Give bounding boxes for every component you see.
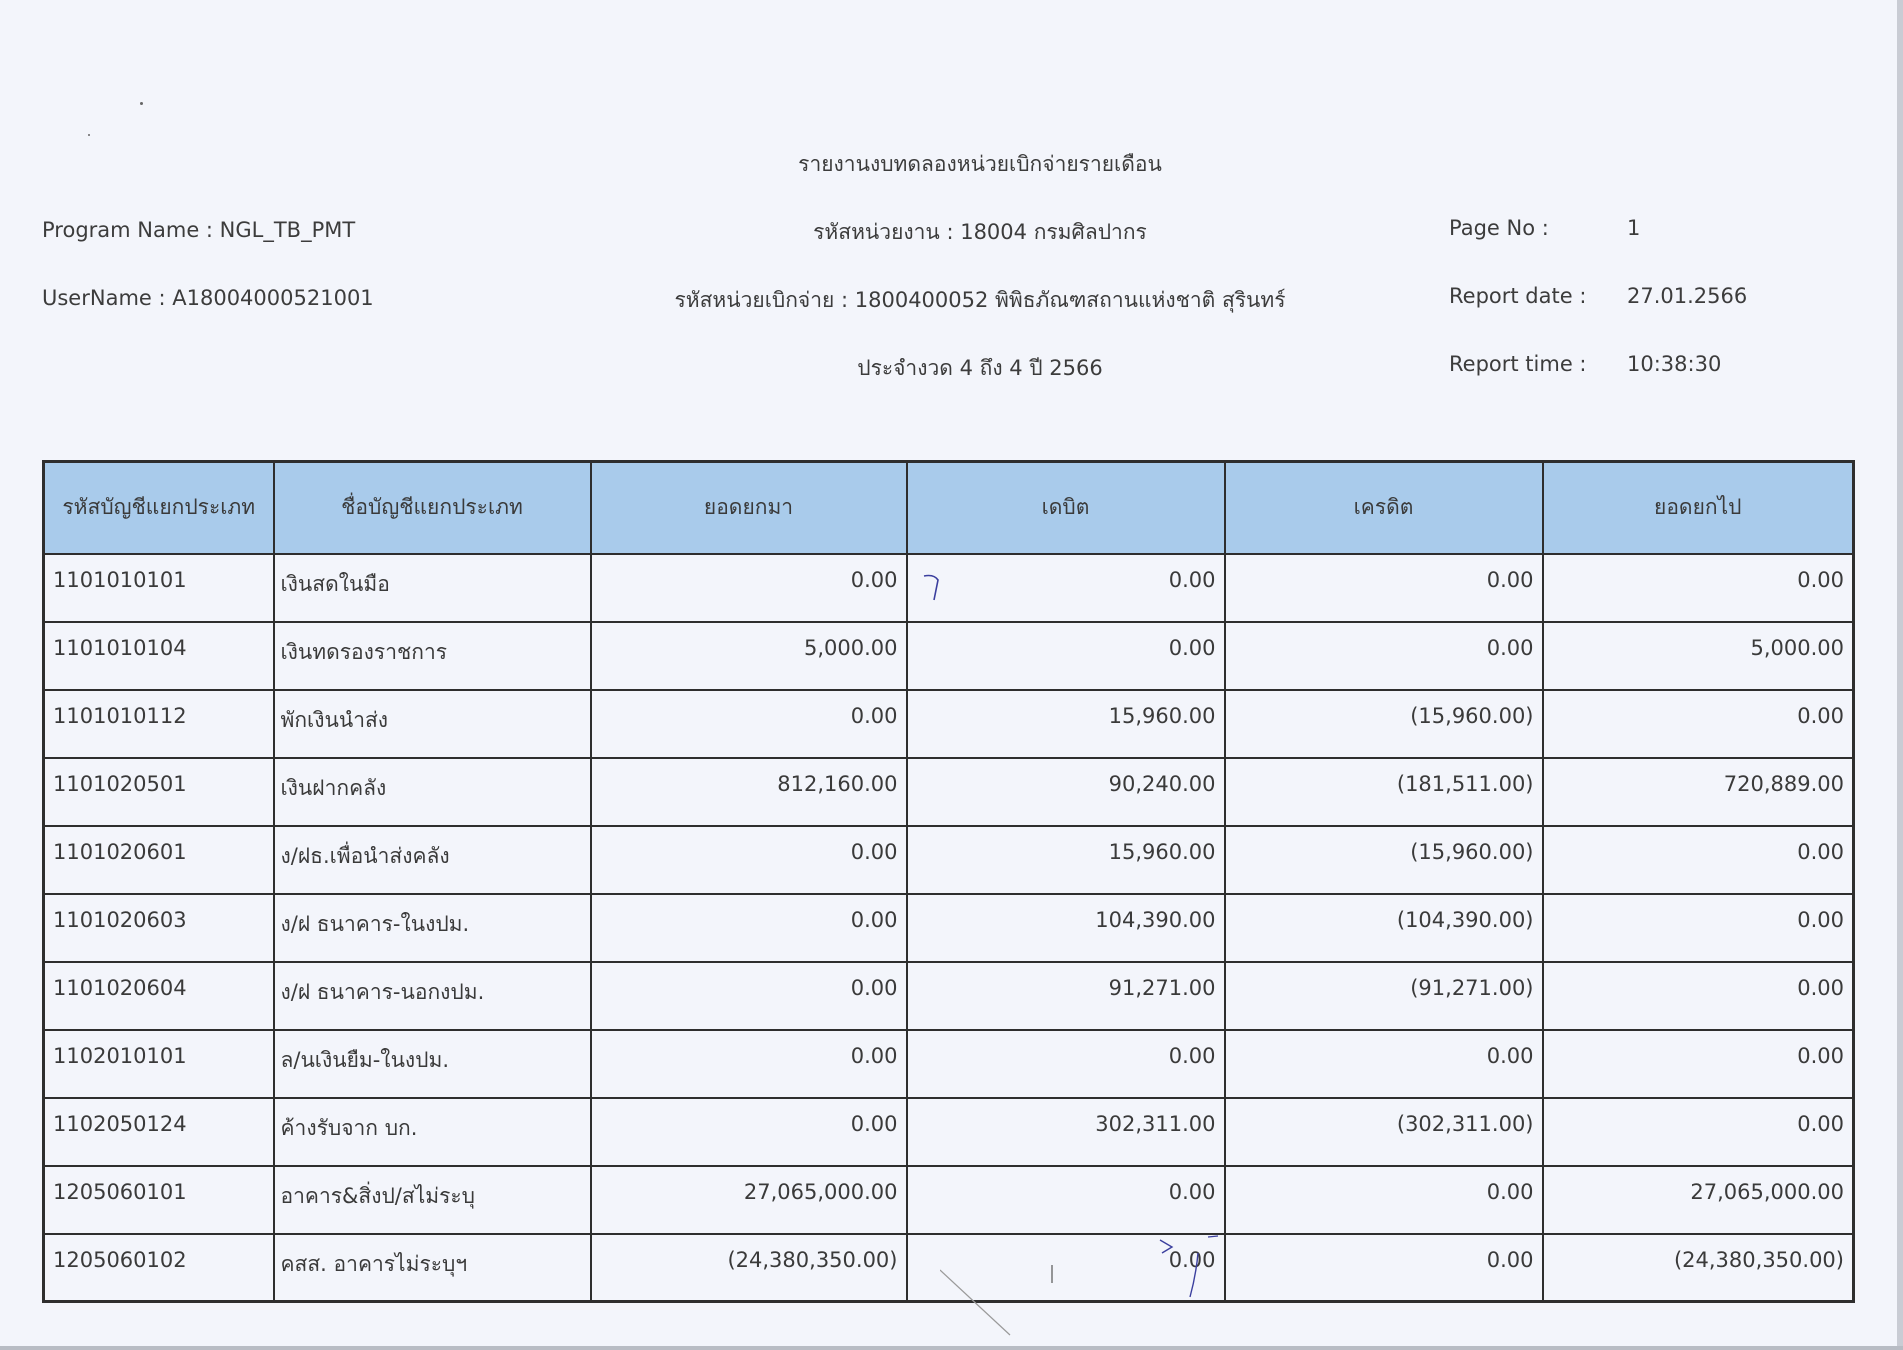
account-name: เงินฝากคลัง bbox=[274, 758, 591, 826]
account-code: 1102050124 bbox=[44, 1098, 274, 1166]
report-date-value: 27.01.2566 bbox=[1627, 284, 1748, 308]
table-row bbox=[44, 1030, 1854, 1098]
brought-forward: (24,380,350.00) bbox=[591, 1234, 907, 1302]
brought-forward: 0.00 bbox=[591, 962, 907, 1030]
carried-forward: 0.00 bbox=[1543, 894, 1854, 962]
carried-forward: 0.00 bbox=[1543, 826, 1854, 894]
carried-forward: 0.00 bbox=[1543, 690, 1854, 758]
account-name: เงินทดรองราชการ bbox=[274, 622, 591, 690]
page-no-label: Page No : bbox=[1449, 216, 1549, 240]
table-row bbox=[44, 758, 1854, 826]
carried-forward: 0.00 bbox=[1543, 554, 1854, 622]
account-name: ค้างรับจาก บก. bbox=[274, 1098, 591, 1166]
page-no-value: 1 bbox=[1627, 216, 1641, 240]
debit: 0.00 bbox=[907, 1166, 1225, 1234]
table-row bbox=[44, 1098, 1854, 1166]
carried-forward: 0.00 bbox=[1543, 1098, 1854, 1166]
credit: 0.00 bbox=[1225, 554, 1543, 622]
credit: 0.00 bbox=[1225, 622, 1543, 690]
scan-speck bbox=[140, 102, 143, 105]
column-header-brought-forward: ยอดยกมา bbox=[591, 462, 907, 554]
account-name: พักเงินนำส่ง bbox=[274, 690, 591, 758]
debit: 15,960.00 bbox=[907, 826, 1225, 894]
brought-forward: 0.00 bbox=[591, 1030, 907, 1098]
credit: 0.00 bbox=[1225, 1030, 1543, 1098]
account-name: คสส. อาคารไม่ระบุฯ bbox=[274, 1234, 591, 1302]
account-name: เงินสดในมือ bbox=[274, 554, 591, 622]
carried-forward: 720,889.00 bbox=[1543, 758, 1854, 826]
brought-forward: 0.00 bbox=[591, 1098, 907, 1166]
carried-forward: 5,000.00 bbox=[1543, 622, 1854, 690]
debit: 302,311.00 bbox=[907, 1098, 1225, 1166]
table-row bbox=[44, 622, 1854, 690]
table-header-row bbox=[44, 462, 1854, 554]
report-date-label: Report date : bbox=[1449, 284, 1587, 308]
account-code: 1205060102 bbox=[44, 1234, 274, 1302]
account-code: 1101020604 bbox=[44, 962, 274, 1030]
credit: (91,271.00) bbox=[1225, 962, 1543, 1030]
scan-speck bbox=[88, 134, 90, 136]
table-row bbox=[44, 1166, 1854, 1234]
report-time-value: 10:38:30 bbox=[1627, 352, 1722, 376]
brought-forward: 0.00 bbox=[591, 554, 907, 622]
credit: (181,511.00) bbox=[1225, 758, 1543, 826]
page-edge bbox=[1897, 0, 1903, 1350]
scan-border bbox=[0, 1346, 1903, 1350]
account-code: 1101020603 bbox=[44, 894, 274, 962]
credit: 0.00 bbox=[1225, 1166, 1543, 1234]
column-header-debit: เดบิต bbox=[907, 462, 1225, 554]
report-time-label: Report time : bbox=[1449, 352, 1587, 376]
account-code: 1101010112 bbox=[44, 690, 274, 758]
column-header-carried-forward: ยอดยกไป bbox=[1543, 462, 1854, 554]
table-row bbox=[44, 554, 1854, 622]
debit: 15,960.00 bbox=[907, 690, 1225, 758]
account-name: ง/ฝธ.เพื่อนำส่งคลัง bbox=[274, 826, 591, 894]
credit: (15,960.00) bbox=[1225, 690, 1543, 758]
debit: 104,390.00 bbox=[907, 894, 1225, 962]
account-name: อาคาร&สิ่งป/สไม่ระบุ bbox=[274, 1166, 591, 1234]
debit: 90,240.00 bbox=[907, 758, 1225, 826]
debit: 0.00 bbox=[907, 622, 1225, 690]
carried-forward: (24,380,350.00) bbox=[1543, 1234, 1854, 1302]
credit: (15,960.00) bbox=[1225, 826, 1543, 894]
column-header-credit: เครดิต bbox=[1225, 462, 1543, 554]
carried-forward: 0.00 bbox=[1543, 962, 1854, 1030]
credit: (302,311.00) bbox=[1225, 1098, 1543, 1166]
trial-balance-table bbox=[42, 460, 1855, 1303]
brought-forward: 5,000.00 bbox=[591, 622, 907, 690]
report-period: ประจำงวด 4 ถึง 4 ปี 2566 bbox=[857, 356, 1103, 380]
account-code: 1101020601 bbox=[44, 826, 274, 894]
debit: 0.00 bbox=[907, 1234, 1225, 1302]
brought-forward: 27,065,000.00 bbox=[591, 1166, 907, 1234]
column-header-account-code: รหัสบัญชีแยกประเภท bbox=[44, 462, 274, 554]
disbursing-unit: รหัสหน่วยเบิกจ่าย : 1800400052 พิพิธภัณฑสถานแห่งชาติ สุรินทร์ bbox=[674, 288, 1286, 312]
username: UserName : A18004000521001 bbox=[42, 286, 374, 310]
credit: 0.00 bbox=[1225, 1234, 1543, 1302]
agency-code: รหัสหน่วยงาน : 18004 กรมศิลปากร bbox=[813, 220, 1147, 244]
table-row bbox=[44, 962, 1854, 1030]
account-code: 1205060101 bbox=[44, 1166, 274, 1234]
table-row bbox=[44, 894, 1854, 962]
debit: 0.00 bbox=[907, 554, 1225, 622]
carried-forward: 0.00 bbox=[1543, 1030, 1854, 1098]
table-row bbox=[44, 1234, 1854, 1302]
account-name: ง/ฝ ธนาคาร-ในงปม. bbox=[274, 894, 591, 962]
table-row bbox=[44, 826, 1854, 894]
brought-forward: 812,160.00 bbox=[591, 758, 907, 826]
credit: (104,390.00) bbox=[1225, 894, 1543, 962]
program-name: Program Name : NGL_TB_PMT bbox=[42, 218, 356, 242]
account-code: 1102010101 bbox=[44, 1030, 274, 1098]
column-header-account-name: ชื่อบัญชีแยกประเภท bbox=[274, 462, 591, 554]
account-code: 1101020501 bbox=[44, 758, 274, 826]
report-title: รายงานงบทดลองหน่วยเบิกจ่ายรายเดือน bbox=[798, 152, 1162, 176]
account-code: 1101010101 bbox=[44, 554, 274, 622]
table-row bbox=[44, 690, 1854, 758]
account-code: 1101010104 bbox=[44, 622, 274, 690]
brought-forward: 0.00 bbox=[591, 690, 907, 758]
brought-forward: 0.00 bbox=[591, 894, 907, 962]
account-name: ล/นเงินยืม-ในงปม. bbox=[274, 1030, 591, 1098]
debit: 0.00 bbox=[907, 1030, 1225, 1098]
carried-forward: 27,065,000.00 bbox=[1543, 1166, 1854, 1234]
account-name: ง/ฝ ธนาคาร-นอกงปม. bbox=[274, 962, 591, 1030]
brought-forward: 0.00 bbox=[591, 826, 907, 894]
debit: 91,271.00 bbox=[907, 962, 1225, 1030]
